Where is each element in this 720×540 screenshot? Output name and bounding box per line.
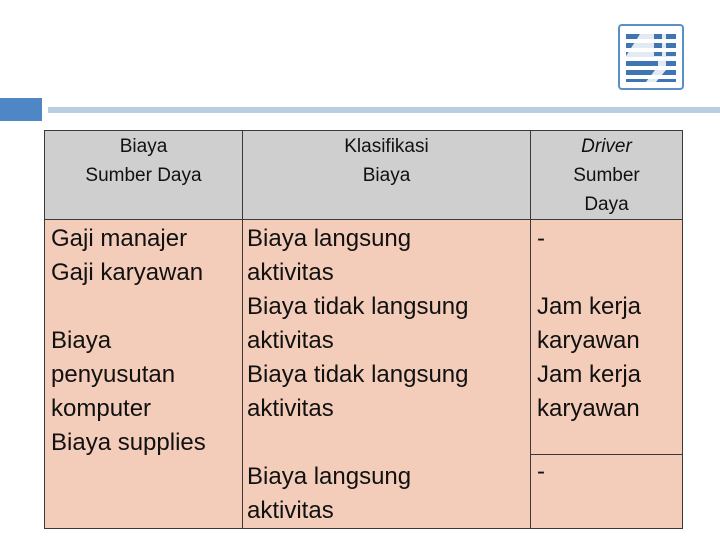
cost-classification-text: Biaya langsung aktivitas Biaya tidak langsung aktivitas Biaya tidak langsung aktivitas Biaya langsung aktivitas xyxy=(247,225,469,524)
table-header-row xyxy=(45,131,683,220)
header-accent-block xyxy=(0,98,42,121)
brand-logo-icon xyxy=(618,24,684,90)
header-line: Biaya xyxy=(119,136,168,157)
cell-resource-driver xyxy=(531,220,683,455)
resource-cost-text: Gaji manajer Gaji karyawan Biaya penyusutan komputer Biaya supplies xyxy=(51,225,206,456)
header-line: Sumber Daya xyxy=(85,165,202,186)
resource-cost-table xyxy=(44,130,683,529)
table-row xyxy=(45,220,683,455)
header-resource-driver xyxy=(531,131,683,220)
header-line: Klasifikasi xyxy=(344,136,429,157)
header-line: Daya xyxy=(584,194,629,215)
header-resource-cost xyxy=(45,131,243,220)
cell-cost-classification xyxy=(243,220,531,529)
header-line: Driver xyxy=(581,136,632,157)
header-cost-classification xyxy=(243,131,531,220)
header-line: Biaya xyxy=(362,165,411,186)
header-divider-line xyxy=(48,107,720,113)
cell-resource-driver xyxy=(531,455,683,529)
resource-driver-text: - Jam kerja karyawan Jam kerja karyawan xyxy=(537,225,642,422)
header-line: Sumber xyxy=(573,165,640,186)
cell-resource-cost xyxy=(45,220,243,529)
resource-driver-text: - xyxy=(537,458,545,485)
